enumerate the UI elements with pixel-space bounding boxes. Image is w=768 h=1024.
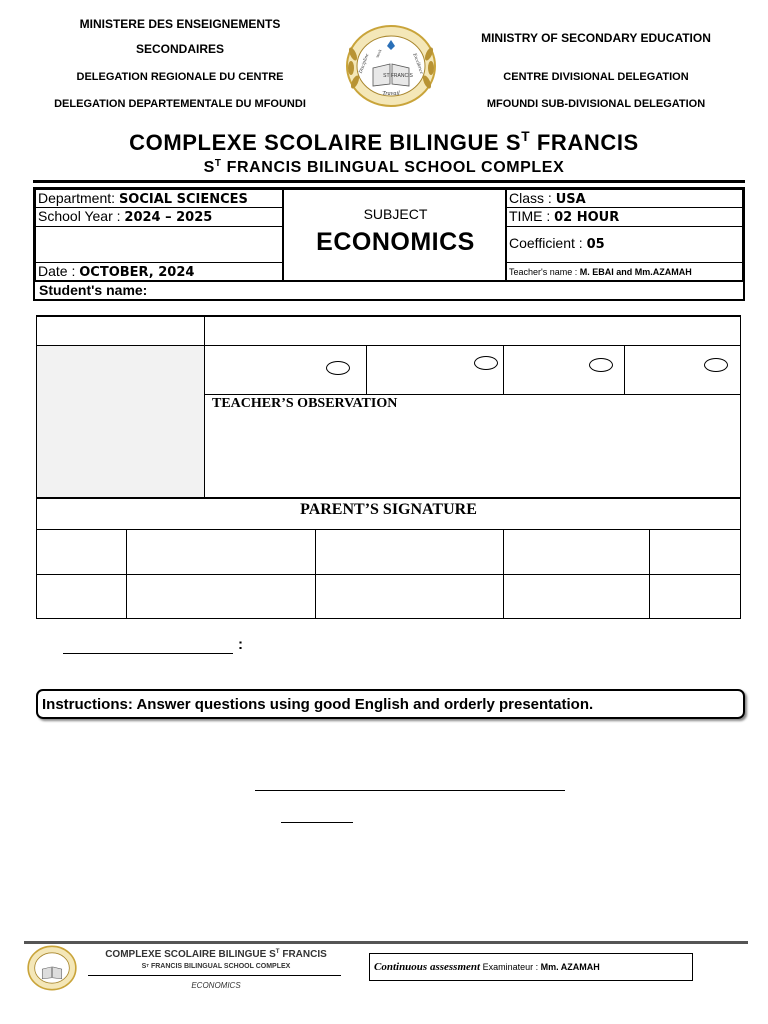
subject-cell xyxy=(282,189,507,281)
signature-cell xyxy=(649,529,741,575)
grade-checkbox-1[interactable] xyxy=(326,361,350,375)
ministry-fr-line2: SECONDAIRES xyxy=(135,42,224,56)
signature-cell xyxy=(315,529,504,575)
ministry-en: MINISTRY OF SECONDARY EDUCATION xyxy=(481,31,711,45)
signature-cell xyxy=(36,529,127,575)
logo-text-excellence: Excellence xyxy=(411,52,424,75)
student-name-cell: Student's name: xyxy=(35,280,743,299)
school-name-en: $S^T$ FRANCIS BILINGUAL SCHOOL COMPLEX xyxy=(203,158,565,176)
signature-cell xyxy=(126,574,316,619)
time-cell: TIME : 02 HOUR xyxy=(506,207,743,227)
grid-cell-shaded xyxy=(36,345,205,498)
grade-cell-2 xyxy=(366,345,504,395)
subdivisional-delegation-en: MFOUNDI SUB-DIVISIONAL DELEGATION xyxy=(486,98,706,110)
signature-cell xyxy=(649,574,741,619)
teacher-observation-label: TEACHER’S OBSERVATION xyxy=(212,396,398,411)
regional-delegation-fr: DELEGATION REGIONALE DU CENTRE xyxy=(76,71,284,83)
school-logo-icon xyxy=(343,24,439,108)
footer-assessment-box: Continuous assessment Examinateur : Mm. AZAMAH xyxy=(369,953,693,981)
observation-cell xyxy=(204,394,741,498)
footer-subject: ECONOMICS xyxy=(191,981,241,990)
departmental-delegation-fr: DELEGATION DEPARTEMENTALE DU MFOUNDI xyxy=(54,98,306,110)
blank-cell xyxy=(35,226,283,263)
grid-cell-header-left xyxy=(36,315,205,346)
signature-cell xyxy=(126,529,316,575)
coefficient-cell: Coefficient : 05 xyxy=(506,226,743,263)
grade-checkbox-3[interactable] xyxy=(589,358,613,372)
divisional-delegation-en: CENTRE DIVISIONAL DELEGATION xyxy=(503,71,689,83)
footer-logo-icon xyxy=(26,945,78,991)
fill-in-line[interactable] xyxy=(63,653,233,654)
logo-text-name: ST FRANCIS xyxy=(383,73,413,79)
signature-cell xyxy=(503,574,650,619)
header-divider xyxy=(33,180,745,183)
date-cell: Date : OCTOBER, 2024 xyxy=(35,262,283,281)
department-cell: Department: SOCIAL SCIENCES xyxy=(35,189,283,208)
exam-info-box xyxy=(33,187,745,301)
subject-label: SUBJECT xyxy=(363,206,428,222)
signature-cell xyxy=(503,529,650,575)
grade-checkbox-4[interactable] xyxy=(704,358,728,372)
grid-cell-header-right xyxy=(204,315,741,346)
instructions-box: Instructions: Answer questions using good English and orderly presentation. xyxy=(36,689,745,719)
logo-text-work: Work xyxy=(374,48,383,59)
parent-signature-label: PARENT’S SIGNATURE xyxy=(300,501,477,518)
footer-underline xyxy=(88,975,341,976)
fill-in-colon: : xyxy=(238,636,243,653)
footer-divider xyxy=(24,941,748,944)
signature-cell xyxy=(36,574,127,619)
signature-cell xyxy=(315,574,504,619)
grade-checkbox-2[interactable] xyxy=(474,356,498,370)
footer-school-en: $S^T$ FRANCIS BILINGUAL SCHOOL COMPLEX xyxy=(141,962,291,970)
answer-line[interactable] xyxy=(255,790,565,791)
footer-school-fr: COMPLEXE SCOLAIRE BILINGUE $S^T$ FRANCIS xyxy=(105,948,327,960)
subject-value: ECONOMICS xyxy=(316,228,475,256)
logo-text-travail: Travail xyxy=(382,91,400,97)
parent-signature-row xyxy=(36,497,741,530)
class-cell: Class : USA xyxy=(506,189,743,208)
logo-text-discipline: Discipline xyxy=(358,53,371,75)
school-year-cell: School Year : 2024 – 2025 xyxy=(35,207,283,227)
ministry-fr-line1: MINISTERE DES ENSEIGNEMENTS xyxy=(79,17,281,31)
answer-line-short[interactable] xyxy=(281,822,353,823)
teacher-cell: Teacher's name : M. EBAI and Mm.AZAMAH xyxy=(506,262,743,281)
school-name-fr: COMPLEXE SCOLAIRE BILINGUE $S^T$ FRANCIS xyxy=(129,128,639,155)
